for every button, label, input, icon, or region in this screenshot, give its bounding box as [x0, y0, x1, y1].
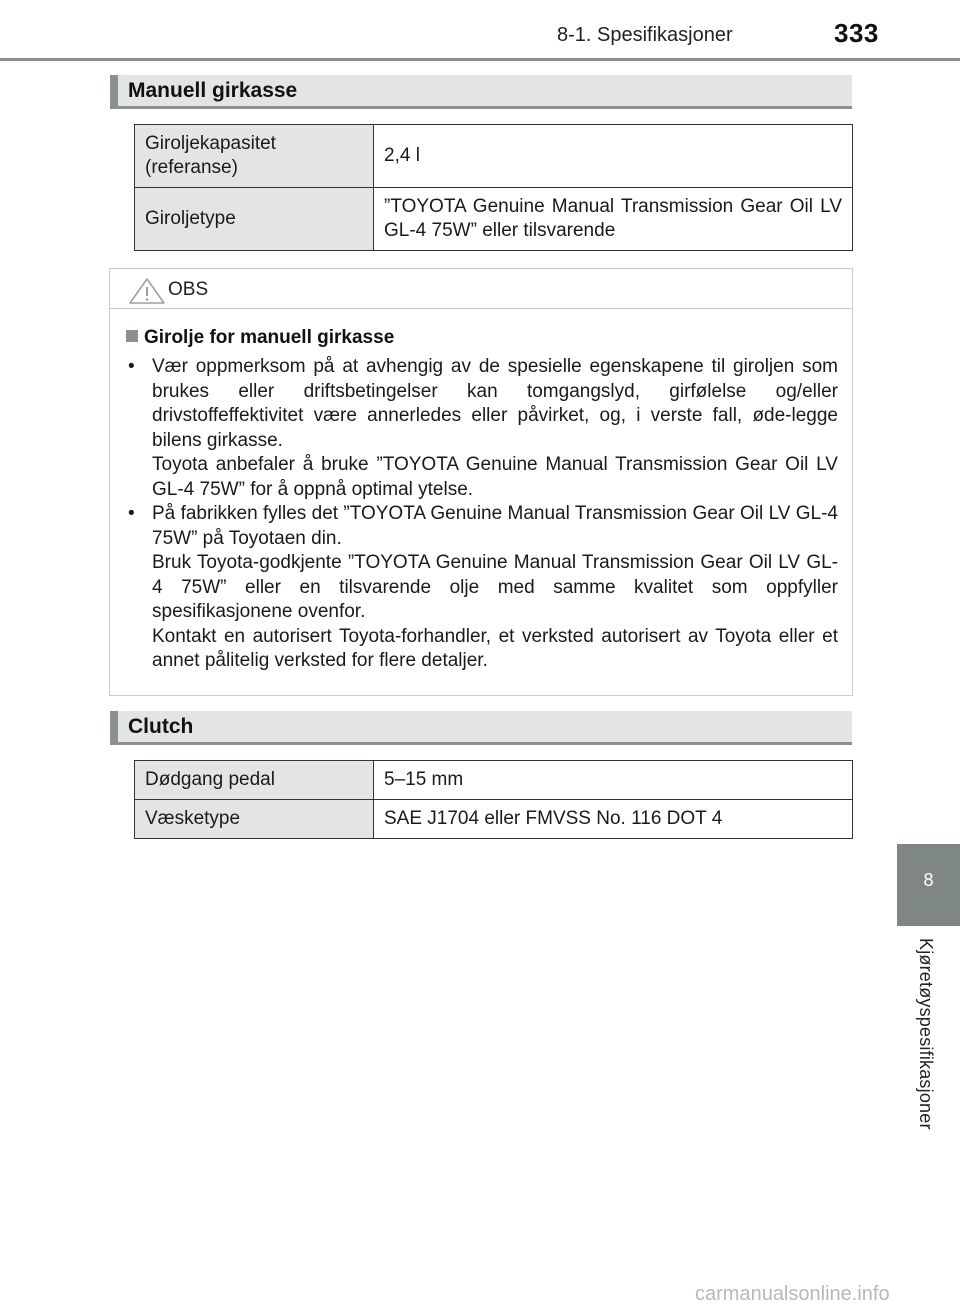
bullet-icon: • — [128, 503, 135, 524]
key-line: Giroljekapasitet — [145, 133, 276, 154]
table-value-cell: 5–15 mm — [374, 761, 853, 800]
chapter-tab — [897, 844, 960, 926]
paragraph: Vær oppmerksom på at avhengig av de spesielle egenskapene til giroljen som brukes eller driftsbetingelser kan tomgangslyd, girfølelse og/eller drivstoffeffektivitet være annerledes eller påvirket, og, i verste fall, øde-legge bilens girkasse. — [152, 356, 838, 451]
page-number: 333 — [834, 18, 879, 48]
table-value-cell: 2,4 l — [374, 125, 853, 188]
section-heading: 8-1. Spesifikasjoner — [557, 24, 733, 46]
paragraph: Toyota anbefaler å bruke ”TOYOTA Genuine Manual Transmission Gear Oil LV GL-4 75W” for å oppnå optimal ytelse. — [152, 454, 838, 500]
notice-label: OBS — [168, 279, 209, 300]
notice-subtitle — [126, 327, 394, 349]
paragraph: Kontakt en autorisert Toyota-forhandler, et verksted autorisert av Toyota eller et annet pålitelig verksted for flere detaljer. — [152, 625, 838, 671]
chapter-number: 8 — [923, 870, 934, 890]
manual-transmission-table — [134, 124, 853, 251]
header-divider — [0, 58, 960, 61]
section-bar-manual-transmission — [110, 75, 852, 109]
square-bullet-icon — [126, 330, 138, 342]
list-item — [128, 355, 838, 502]
watermark: carmanualsonline.info — [695, 1283, 890, 1305]
bullet-icon: • — [128, 356, 135, 377]
list-item — [128, 502, 838, 674]
key-line: (referanse) — [145, 157, 238, 178]
section-title-manual-transmission: Manuell girkasse — [128, 79, 298, 102]
table-key-cell: Dødgang pedal — [135, 761, 374, 800]
notice-subtitle-text: Girolje for manuell girkasse — [144, 327, 395, 348]
table-value-cell: SAE J1704 eller FMVSS No. 116 DOT 4 — [374, 800, 853, 839]
paragraph: På fabrikken fylles det ”TOYOTA Genuine Manual Transmission Gear Oil LV GL-4 75W” på Toyotaen din. — [152, 503, 838, 549]
list-item-text — [152, 502, 838, 674]
paragraph: Bruk Toyota-godkjente ”TOYOTA Genuine Manual Transmission Gear Oil LV GL-4 75W” eller en tilsvarende olje med samme kvalitet som oppfyller spesifikasjonene ovenfor. — [152, 552, 838, 622]
warning-triangle-icon — [128, 278, 166, 304]
table-row — [135, 188, 853, 251]
notice-header — [110, 269, 852, 309]
table-key-cell — [135, 125, 374, 188]
list-item-text — [152, 355, 838, 502]
table-value-cell: ”TOYOTA Genuine Manual Transmission Gear Oil LV GL-4 75W” eller tilsvarende — [374, 188, 853, 251]
table-row — [135, 800, 853, 839]
chapter-label: Kjøretøyspesifikasjoner — [916, 938, 936, 1130]
table-key-cell: Væsketype — [135, 800, 374, 839]
notice-box — [109, 268, 853, 696]
table-row — [135, 761, 853, 800]
table-row — [135, 125, 853, 188]
section-title-clutch: Clutch — [128, 715, 194, 738]
section-bar-clutch — [110, 711, 852, 745]
table-key-cell: Giroljetype — [135, 188, 374, 251]
clutch-table — [134, 760, 853, 839]
